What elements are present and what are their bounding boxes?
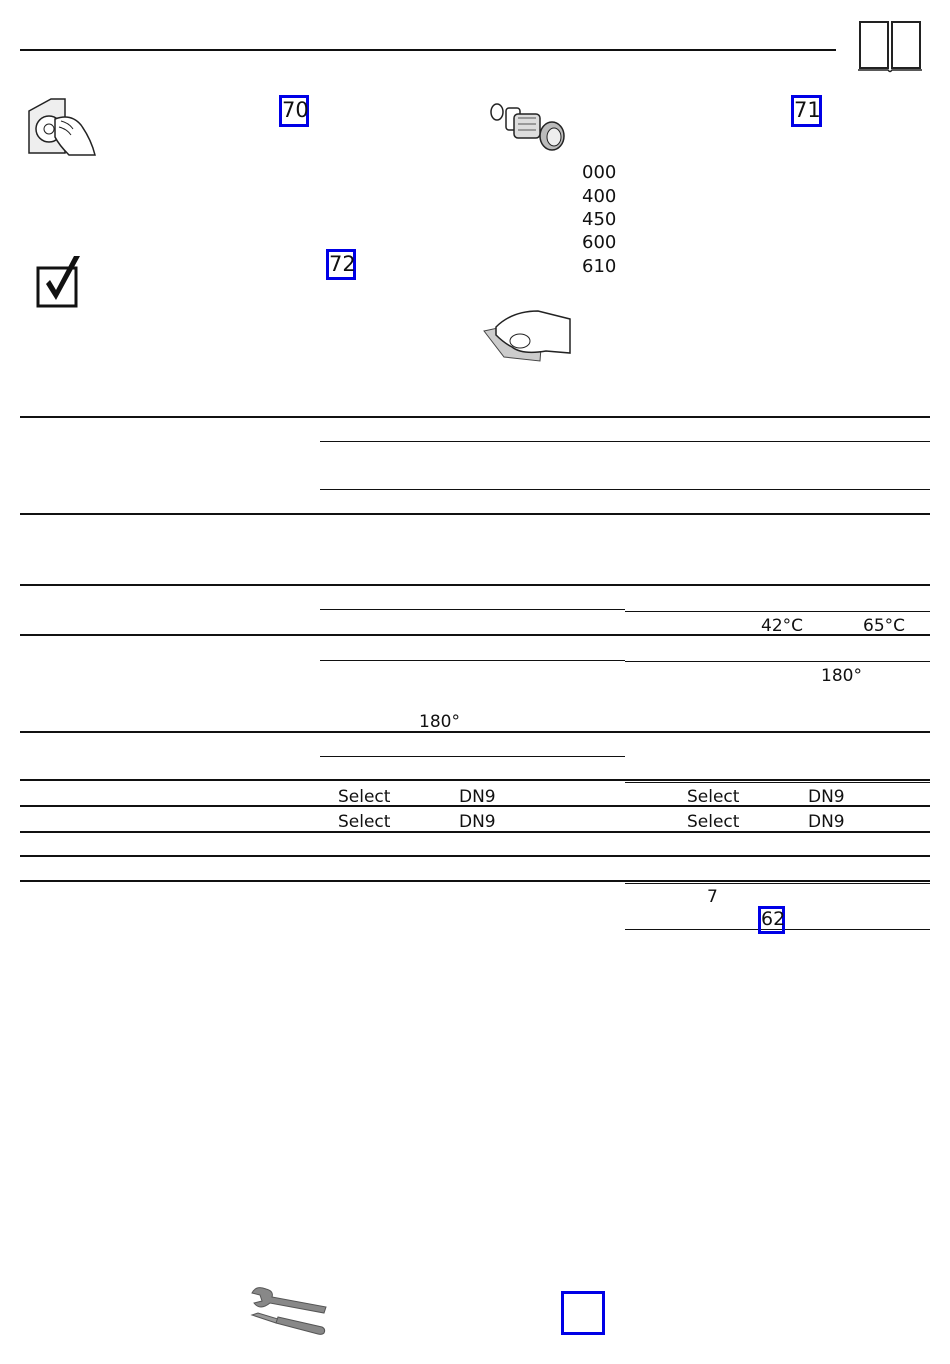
table-rule xyxy=(20,416,930,418)
dn-label: DN9 xyxy=(808,812,845,832)
dn-label: DN9 xyxy=(459,812,496,832)
reference-badge-70: 70 xyxy=(279,95,309,127)
angle-value-2: 180° xyxy=(419,712,460,732)
select-label: Select xyxy=(687,787,740,807)
table-rule xyxy=(20,855,930,857)
table-rule xyxy=(320,660,625,661)
table-rule xyxy=(20,513,930,515)
table-rule xyxy=(20,731,930,733)
cartridge-parts-icon xyxy=(486,100,570,156)
code-400: 400 xyxy=(582,186,617,207)
dn-label: DN9 xyxy=(459,787,496,807)
code-450: 450 xyxy=(582,209,617,230)
hand-wiping-cloth-icon xyxy=(482,305,572,363)
open-book-icon xyxy=(856,18,924,74)
top-rule xyxy=(20,49,836,51)
table-rule xyxy=(20,779,930,781)
table-rule xyxy=(320,441,930,442)
temperature-value-1: 42°C xyxy=(761,616,804,636)
table-rule xyxy=(625,782,930,783)
reference-badge-72: 72 xyxy=(326,249,356,280)
select-label: Select xyxy=(687,812,740,832)
reference-badge-71: 71 xyxy=(791,95,822,127)
table-rule xyxy=(625,661,930,662)
angle-value-1: 180° xyxy=(821,666,862,686)
select-label: Select xyxy=(338,787,391,807)
code-600: 600 xyxy=(582,232,617,253)
code-610: 610 xyxy=(582,256,617,277)
code-000: 000 xyxy=(582,162,617,183)
table-rule xyxy=(625,883,930,884)
table-rule xyxy=(320,756,625,757)
select-label: Select xyxy=(338,812,391,832)
table-rule xyxy=(320,609,625,610)
hand-turning-knob-icon xyxy=(25,95,97,157)
dn-label: DN9 xyxy=(808,787,845,807)
table-rule xyxy=(625,611,930,612)
table-rule xyxy=(20,584,930,586)
table-rule xyxy=(20,880,930,882)
table-rule xyxy=(320,489,930,490)
checkbox-check-icon xyxy=(36,252,84,310)
reference-badge-62: 62 xyxy=(758,906,785,934)
wrench-screwdriver-icon xyxy=(248,1283,328,1337)
number-7: 7 xyxy=(707,887,718,907)
empty-blue-box xyxy=(561,1291,605,1335)
temperature-value-2: 65°C xyxy=(863,616,906,636)
